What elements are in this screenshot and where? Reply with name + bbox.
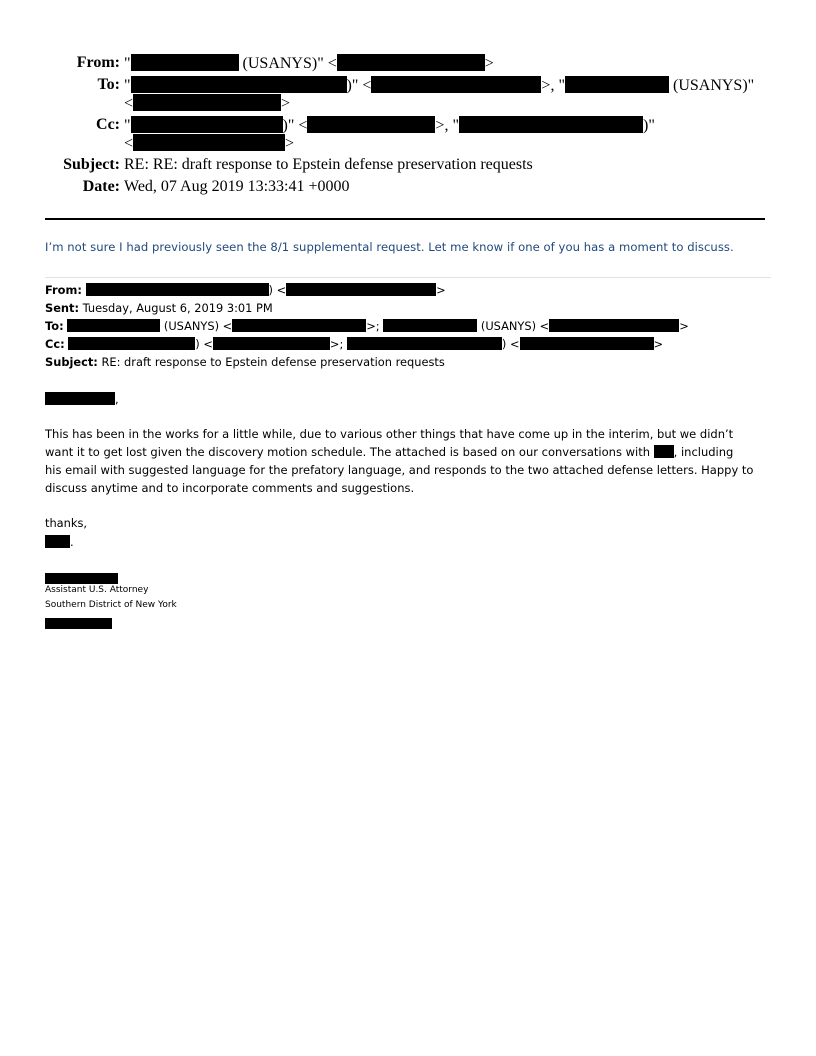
redaction-block	[45, 392, 115, 405]
redaction-block	[232, 319, 366, 332]
redaction-block	[459, 116, 643, 133]
signature-contact	[45, 616, 112, 630]
signature-title: Assistant U.S. Attorney	[45, 585, 149, 595]
from-label: From:	[76, 54, 120, 71]
body-paragraph: This has been in the works for a little while, due to various other things that have come up in the interim, but we didn’t want it to get lost given the discovery motion schedule. The attached is based on our conversations with , including his email with suggested language for the prefatory language, and responds to the two attached defense letters. Happy to discuss anytime and to incorporate comments and suggestions.	[45, 427, 754, 495]
date-label: Date:	[82, 178, 120, 195]
redaction-block	[133, 94, 281, 111]
cc-label: Cc:	[96, 116, 120, 133]
quoted-from-label: From:	[45, 283, 82, 297]
subject-value: RE: RE: draft response to Epstein defense preservation requests	[124, 156, 533, 173]
redaction-block	[307, 116, 435, 133]
quoted-sent-value: Tuesday, August 6, 2019 3:01 PM	[82, 301, 273, 315]
quoted-cc-label: Cc:	[45, 337, 65, 351]
redaction-block	[67, 319, 160, 332]
from-text: (USANYS)" <	[242, 55, 337, 72]
redaction-block	[131, 76, 347, 93]
redaction-block	[45, 535, 70, 548]
closing: thanks,	[45, 516, 88, 530]
email-document: From: " (USANYS)" < > To: " )" < >, " (USANYS)" < > Cc: " )" < >, " )" < > Subject: RE: RE: draft response to Epstein defense preservation requests Date: Wed, 07 Aug 2019 13:33:41 +0000 I’m not sure I had previously seen the 8/1 supplemental request. Let me know if one of you has a moment to discuss. From: ) < > Sent: Tuesday, August 6, 2019 3:01 PM To: (USANYS) < >; (USANYS) < > Cc: ) < >; ) < > Subject: RE: draft response to Epstein defense preservation requests , This has been in the works for a little while, due to various other things that have come up in the interim, but we didn’t want it to get lost given the discovery motion schedule. The attached is based on our conversations with , including his email with suggested language for the prefatory language, and responds to the two attached defense letters. Happy to discuss anytime and to incorporate comments and suggestions. thanks, . Assistant U.S. Attorney Southern District of New York	[0, 0, 816, 1056]
redaction-block	[337, 54, 485, 71]
subject-label: Subject:	[63, 156, 120, 173]
redaction-block	[86, 283, 269, 296]
quoted-subject-row	[45, 355, 445, 369]
redaction-block	[371, 76, 541, 93]
greeting: ,	[45, 392, 119, 406]
redaction-block	[654, 445, 674, 458]
redaction-block	[549, 319, 679, 332]
redaction-block	[383, 319, 477, 332]
sender-initial: .	[45, 535, 74, 549]
redaction-block	[131, 116, 283, 133]
quoted-sent-row	[45, 301, 273, 315]
redaction-block	[45, 573, 118, 584]
redaction-block	[133, 134, 285, 151]
quoted-subject-value: RE: draft response to Epstein defense preservation requests	[101, 355, 445, 369]
to-label: To:	[97, 76, 120, 93]
redaction-block	[347, 337, 502, 350]
quoted-to-label: To:	[45, 319, 64, 333]
redaction-block	[45, 618, 112, 629]
quoted-sent-label: Sent:	[45, 301, 80, 315]
date-value: Wed, 07 Aug 2019 13:33:41 +0000	[124, 178, 350, 195]
reply-text: I’m not sure I had previously seen the 8/1 supplemental request. Let me know if one of you has a moment to discuss.	[45, 240, 734, 254]
redaction-block	[286, 283, 436, 296]
header-divider	[45, 218, 765, 220]
quoted-cc-row: Cc: ) < >; ) < >	[45, 337, 664, 351]
quoted-subject-label: Subject:	[45, 355, 98, 369]
redaction-block	[68, 337, 195, 350]
signature-office: Southern District of New York	[45, 600, 177, 610]
signature-name	[45, 571, 118, 585]
quoted-to-row: To: (USANYS) < >; (USANYS) < >	[45, 319, 689, 333]
redaction-block	[131, 54, 239, 71]
quote-divider	[45, 277, 771, 278]
quoted-from-row: From: ) < >	[45, 283, 446, 297]
redaction-block	[565, 76, 669, 93]
redaction-block	[520, 337, 654, 350]
redaction-block	[213, 337, 330, 350]
